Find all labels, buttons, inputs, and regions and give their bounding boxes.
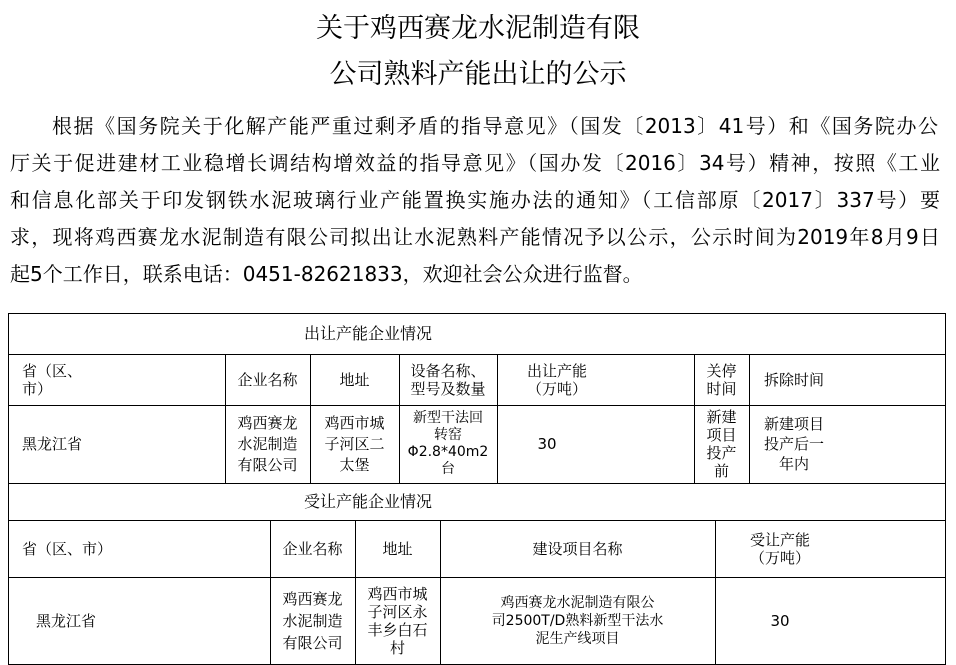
- transfer-in-company: 鸡西赛龙 水泥制造 有限公司: [282, 590, 343, 652]
- document-title-line-1: 关于鸡西赛龙水泥制造有限: [316, 13, 640, 44]
- header-transfer-out-capacity: 出让产能 （万吨）: [526, 361, 587, 398]
- paragraph-line-2: 厅关于促进建材工业稳增长调结构增效益的指导意见》（国办发〔2016〕34号）精神，按照《工业: [10, 151, 940, 175]
- transfer-out-dismantle: 新建项目 投产后一 年内: [763, 415, 824, 473]
- transfer-out-section-title: 出让产能企业情况: [303, 324, 432, 343]
- document-title-line-2: 公司熟料产能出让的公示: [329, 59, 627, 90]
- transfer-out-company: 鸡西赛龙 水泥制造 有限公司: [237, 413, 298, 474]
- paragraph-line-5: 起5个工作日，联系电话：0451-82621833，欢迎社会公众进行监督。: [10, 262, 643, 286]
- transfer-in-province: 黑龙江省: [36, 612, 97, 630]
- paragraph-line-3: 和信息化部关于印发钢铁水泥玻璃行业产能置换实施办法的通知》（工信部原〔2017〕337号）要: [10, 188, 940, 212]
- transfer-in-project: 鸡西赛龙水泥制造有限公 司2500T/D熟料新型干法水 泥生产线项目: [491, 595, 664, 647]
- transfer-out-province: 黑龙江省: [22, 435, 83, 453]
- transfer-out-address: 鸡西市城 子河区二 太堡: [324, 413, 385, 474]
- header-address: 地址: [382, 539, 413, 558]
- header-equipment: 设备名称、 型号及数量: [410, 361, 486, 398]
- header-project-name: 建设项目名称: [532, 539, 623, 558]
- transfer-in-section-title: 受让产能企业情况: [303, 492, 432, 511]
- transfer-out-capacity: 30: [537, 435, 557, 453]
- transfer-in-address: 鸡西市城 子河区永 丰乡白石 村: [367, 585, 428, 657]
- header-transfer-in-capacity: 受让产能 （万吨）: [749, 530, 810, 567]
- header-company: 企业名称: [282, 539, 343, 558]
- header-address: 地址: [339, 370, 370, 389]
- header-province: 省（区、市）: [22, 539, 113, 558]
- capacity-table: [8, 313, 946, 663]
- header-dismantle-time: 拆除时间: [763, 370, 824, 389]
- paragraph-line-1: 根据《国务院关于化解产能严重过剩矛盾的指导意见》（国发〔2013〕41号）和《国务院办公: [52, 114, 938, 138]
- transfer-in-capacity: 30: [770, 612, 790, 630]
- paragraph-line-4: 求，现将鸡西赛龙水泥制造有限公司拟出让水泥熟料产能情况予以公示，公示时间为2019年8月9日: [10, 225, 940, 249]
- header-shutdown-time: 关停 时间: [706, 361, 737, 398]
- header-province: 省（区、 市）: [22, 361, 83, 398]
- header-company: 企业名称: [237, 370, 298, 389]
- transfer-out-shutdown: 新建 项目 投产 前: [706, 408, 737, 480]
- transfer-out-equipment: 新型干法回 转窑 Φ2.8*40m2 台: [407, 410, 489, 477]
